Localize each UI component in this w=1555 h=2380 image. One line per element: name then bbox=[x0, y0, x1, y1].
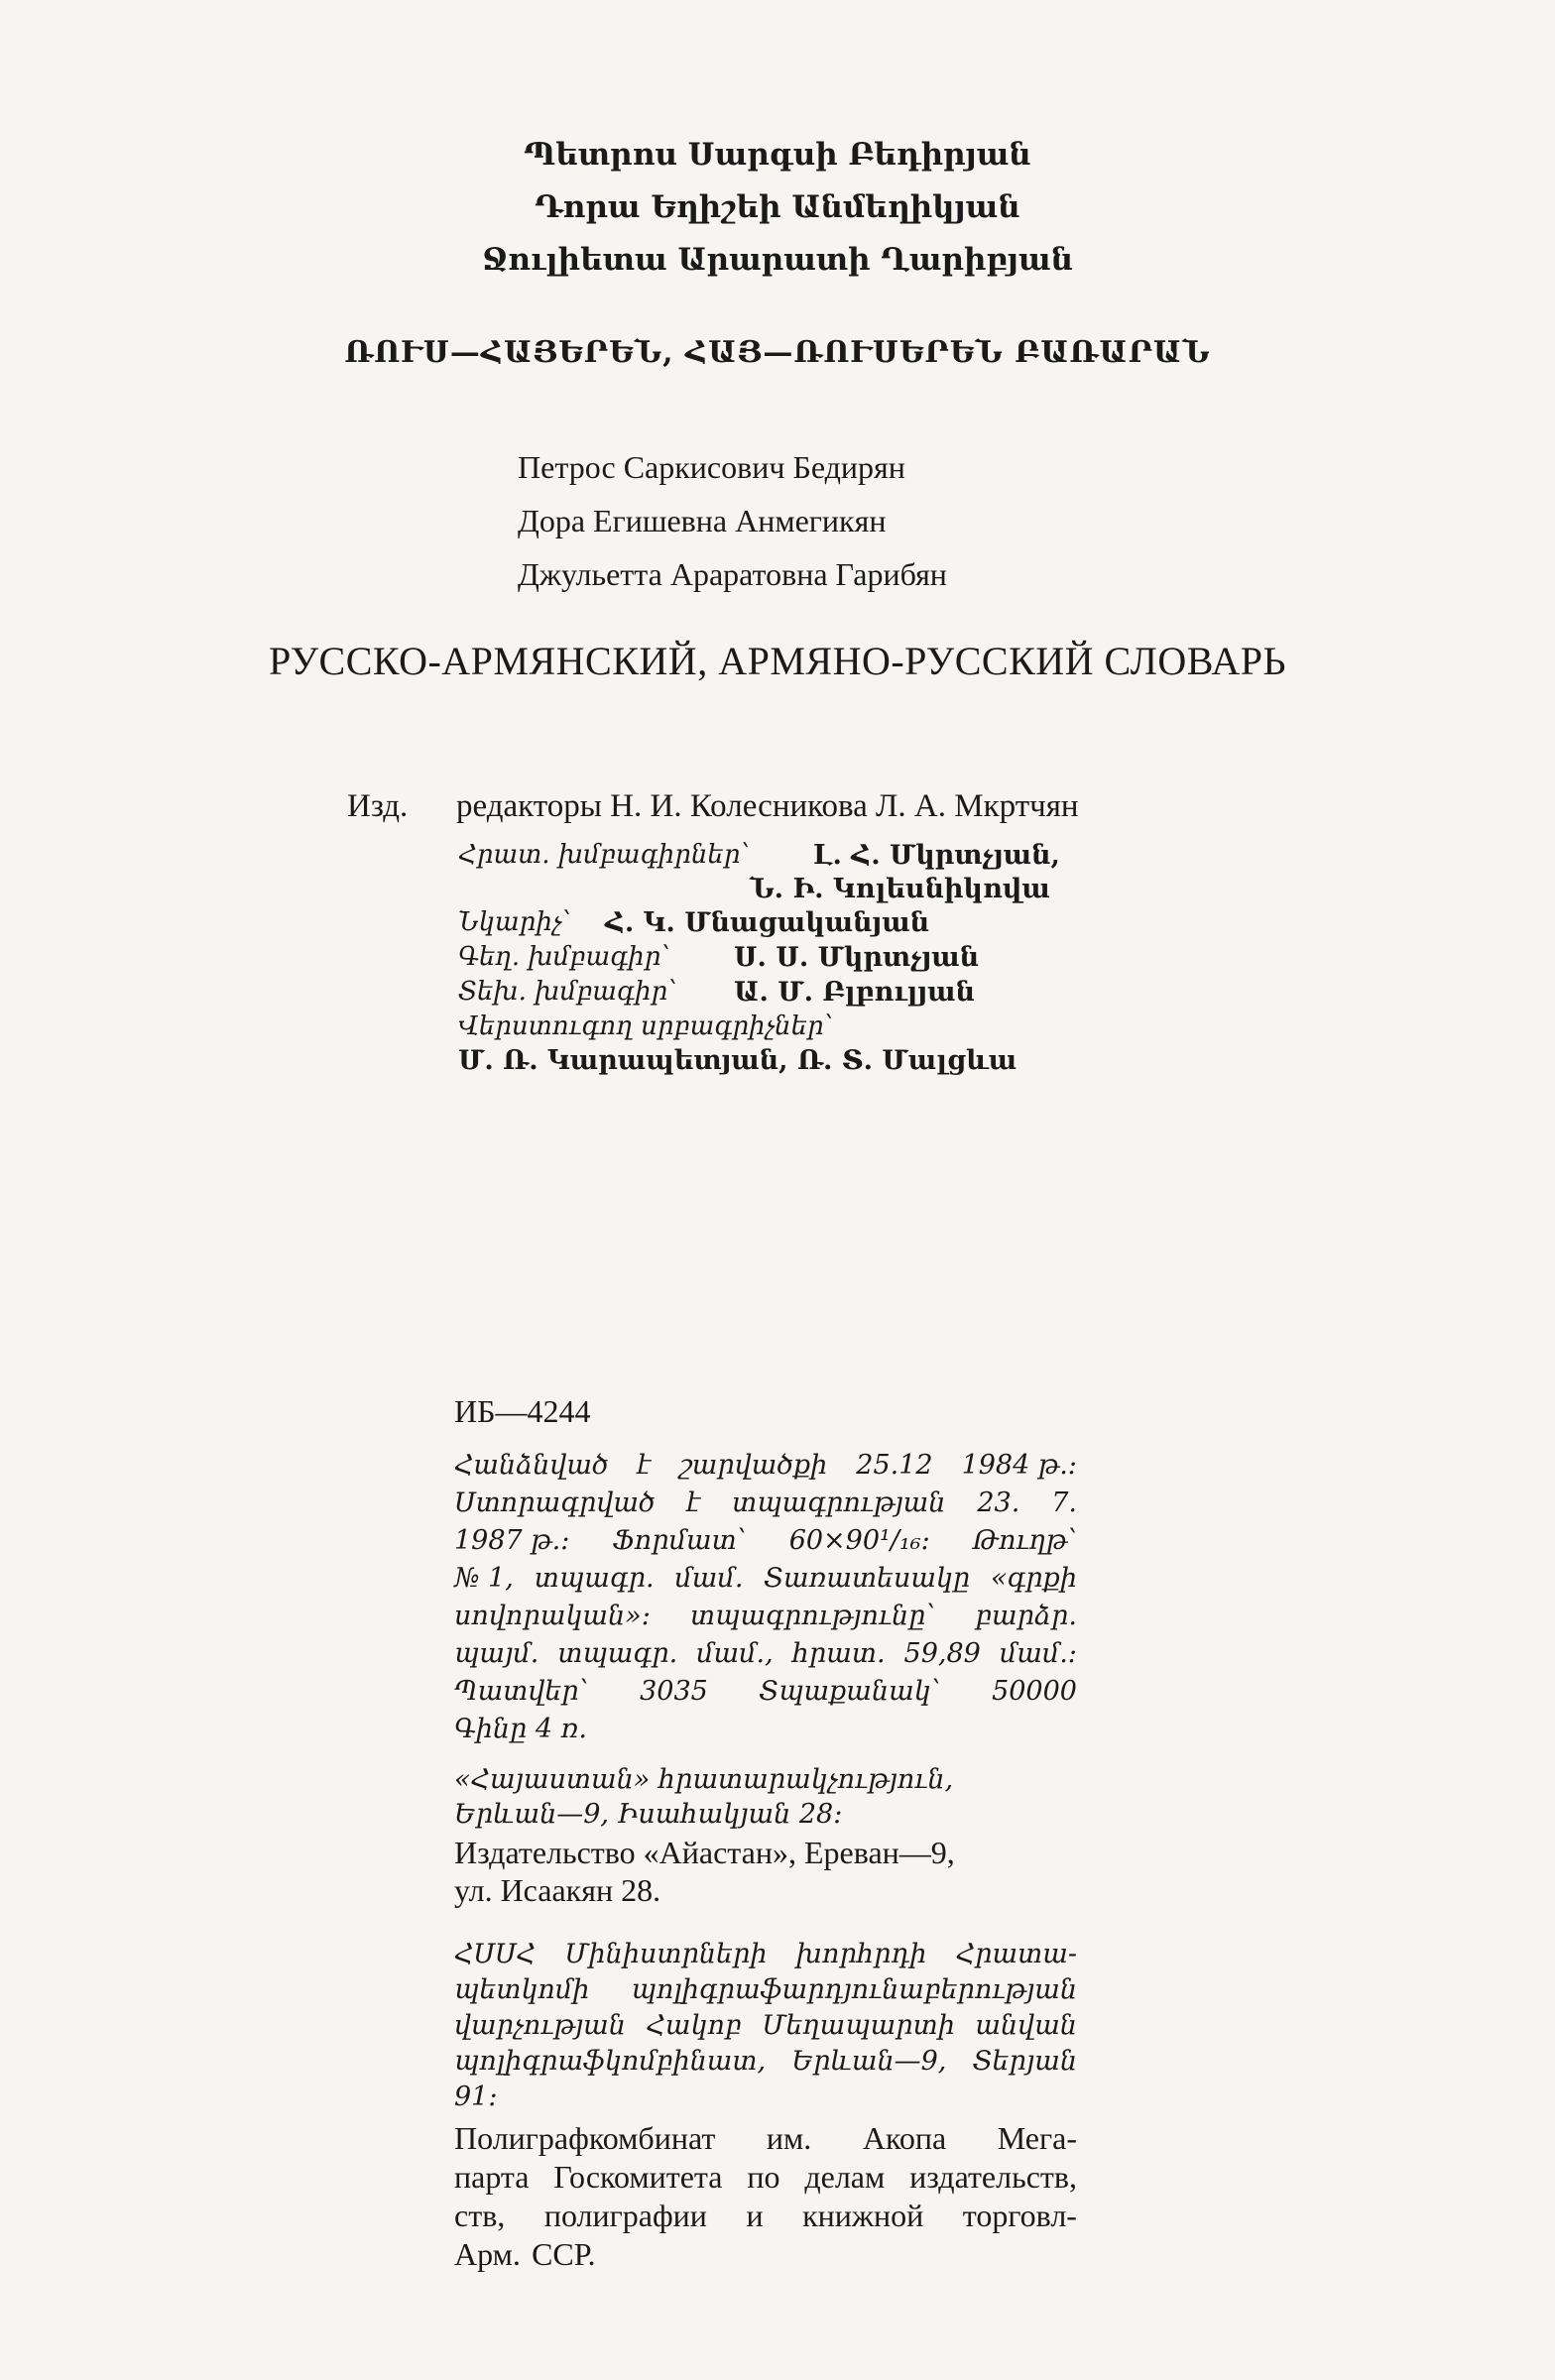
printer-ru-word: торговл- bbox=[962, 2198, 1077, 2233]
imprint-word: «գրքի bbox=[990, 1563, 1077, 1594]
printer-arm-word: պոլիգրաֆկոմբինատ, bbox=[454, 2046, 767, 2077]
imprint-word: մամ. bbox=[674, 1563, 744, 1594]
imprint-word: 50000 bbox=[992, 1676, 1077, 1707]
publisher-ru-line2: ул. Исаакян 28. bbox=[454, 1872, 661, 1908]
printer-ru-word: Полиграфкомбинат bbox=[454, 2120, 716, 2156]
imprint-word: տպագրությունը՝ bbox=[689, 1601, 936, 1631]
armenian-title: ՌՈՒՍ—ՀԱՅԵՐԵՆ, ՀԱՅ—ՌՈՒՍԵՐԵՆ ԲԱՌԱՐԱՆ bbox=[344, 335, 1211, 370]
imprint-word: տպագր. bbox=[557, 1638, 678, 1669]
imprint-word: շարվածքի bbox=[679, 1450, 828, 1481]
armenian-author-3: Ջուլիետա Արարատի Ղարիբյան bbox=[481, 242, 1074, 278]
ib-number: ИБ—4244 bbox=[454, 1393, 591, 1429]
imprint-word: 1984 թ.։ bbox=[961, 1450, 1077, 1481]
imprint-word: Պատվեր՝ bbox=[454, 1676, 589, 1707]
printer-ru-word: ССР. bbox=[532, 2236, 596, 2272]
printer-ru-word: Госкомитета bbox=[553, 2159, 723, 2195]
printer-arm-word: Մեղապարտի bbox=[762, 2010, 955, 2041]
printer-ru-line-1 bbox=[454, 2120, 1077, 2157]
imprint-line-7 bbox=[454, 1676, 1077, 1707]
printer-ru-word: Арм. bbox=[454, 2236, 521, 2272]
publisher-ru-line1: Издательство «Айастан», Ереван—9, bbox=[454, 1835, 955, 1870]
imprint-word: է bbox=[637, 1450, 652, 1481]
imprint-word: 60×90¹/₁₆։ bbox=[788, 1525, 930, 1556]
imprint-word: մամ., bbox=[696, 1638, 774, 1669]
printer-arm-word: Հրատա- bbox=[955, 1939, 1077, 1969]
printer-arm-word: վարչության bbox=[454, 2010, 626, 2041]
editors-ru-text: редакторы Н. И. Колесникова Л. А. Мкртчян bbox=[456, 788, 1079, 824]
imprint-word: 1987 թ.։ bbox=[454, 1525, 570, 1556]
printer-arm-word: խորհրդի bbox=[795, 1939, 927, 1969]
imprint-line-5 bbox=[454, 1601, 1077, 1631]
imprint-word: 59,89 bbox=[903, 1638, 981, 1669]
printer-arm-line-4 bbox=[454, 2046, 1077, 2077]
printer-ru-word: книжной bbox=[802, 2198, 924, 2233]
imprint-line-3 bbox=[454, 1525, 1077, 1556]
editors-arm-line4-label: Գեղ. խմբագիր՝ bbox=[458, 942, 670, 972]
imprint-word: Տառատեսակը bbox=[764, 1563, 971, 1594]
printer-arm-word: Հակոբ bbox=[646, 2010, 742, 2041]
imprint-line-8 bbox=[454, 1714, 587, 1744]
printer-ru-word: Акопа bbox=[862, 2120, 947, 2156]
printer-ru-word: издательств, bbox=[909, 2159, 1077, 2195]
printer-ru-word: им. bbox=[766, 2120, 812, 2156]
printer-arm-line-2 bbox=[454, 1974, 1077, 2005]
imprint-word: 7. bbox=[1051, 1488, 1077, 1518]
imprint-word: տպագրության bbox=[732, 1488, 946, 1518]
printer-ru-word: Мега- bbox=[997, 2120, 1077, 2156]
printer-ru-line-3 bbox=[454, 2198, 1077, 2234]
printer-ru-line-4 bbox=[454, 2236, 596, 2273]
printer-arm-word: ՀՍՍՀ bbox=[454, 1939, 536, 1969]
imprint-word: № 1, bbox=[454, 1563, 514, 1594]
printer-arm-word: անվան bbox=[975, 2010, 1077, 2041]
printer-arm-word: Տերյան bbox=[972, 2046, 1077, 2077]
imprint-word: Հանձնված bbox=[454, 1450, 609, 1481]
printer-arm-word: պոլիգրաֆարդյունաբերության bbox=[631, 1974, 1077, 2005]
imprint-word: Գինը 4 ռ. bbox=[454, 1714, 587, 1744]
imprint-line-4 bbox=[454, 1563, 1077, 1594]
editors-arm-line1-name: Լ. Հ. Մկրտչյան, bbox=[813, 840, 1060, 871]
imprint-word: Ֆորմատ՝ bbox=[612, 1525, 747, 1556]
imprint-word: հրատ. bbox=[791, 1638, 886, 1669]
printer-ru-line-2 bbox=[454, 2159, 1077, 2196]
printer-ru-word: делам bbox=[804, 2159, 886, 2195]
imprint-word: սովորական»։ bbox=[454, 1601, 651, 1631]
russian-author-2: Дора Егишевна Анмегикян bbox=[518, 503, 887, 538]
editors-arm-line4-name: Ս. Ս. Մկրտչյան bbox=[734, 942, 980, 973]
imprint-line-1 bbox=[454, 1450, 1077, 1481]
editors-arm-line7-name: Մ. Ռ. Կարապետյան, Ռ. Տ. Մալցևա bbox=[458, 1045, 1017, 1076]
imprint-word: 3035 bbox=[640, 1676, 708, 1707]
printer-arm-word: Երևան—9, bbox=[791, 2046, 947, 2077]
imprint-line-6 bbox=[454, 1638, 1077, 1669]
russian-author-1: Петрос Саркисович Бедирян bbox=[518, 449, 905, 485]
editors-arm-line2-name: Ն. Ի. Կոլեսնիկովա bbox=[750, 874, 1050, 904]
printer-arm-word: 91։ bbox=[454, 2082, 498, 2112]
printer-ru-word: по bbox=[747, 2159, 780, 2195]
publisher-arm-line1: «Հայաստան» հրատարակչություն, bbox=[454, 1764, 954, 1795]
imprint-word: տպագր. bbox=[534, 1563, 655, 1594]
armenian-author-2: Դորա Եղիշեի Անմեղիկյան bbox=[535, 189, 1020, 225]
imprint-line-2 bbox=[454, 1488, 1077, 1518]
imprint-word: 23. bbox=[977, 1488, 1020, 1518]
printer-ru-word: парта bbox=[454, 2159, 530, 2195]
russian-title: РУССКО-АРМЯНСКИЙ, АРМЯНО-РУССКИЙ СЛОВАРЬ bbox=[268, 639, 1287, 683]
editors-arm-line3-label: Նկարիչ՝ bbox=[458, 907, 571, 937]
editors-arm-line1-label: Հրատ. խմբագիրներ՝ bbox=[458, 840, 750, 870]
imprint-word: բարձր. bbox=[975, 1601, 1077, 1631]
publisher-arm-line2: Երևան—9, Իսահակյան 28։ bbox=[454, 1799, 843, 1830]
editors-arm-line6-label: Վերստուգող սրբագրիչներ՝ bbox=[458, 1012, 834, 1041]
imprint-word: մամ.։ bbox=[999, 1638, 1077, 1669]
imprint-word: պայմ. bbox=[454, 1638, 539, 1669]
imprint-word: Թուղթ՝ bbox=[972, 1525, 1077, 1556]
editors-ru-label: Изд. bbox=[347, 788, 409, 824]
imprint-word: է bbox=[686, 1488, 701, 1518]
printer-arm-word: պետկոմի bbox=[454, 1974, 590, 2005]
editors-arm-line3-name: Հ. Կ. Մնացականյան bbox=[605, 907, 930, 938]
armenian-author-1: Պետրոս Սարգսի Բեդիրյան bbox=[524, 137, 1031, 173]
printer-arm-line-3 bbox=[454, 2010, 1077, 2041]
russian-author-3: Джульетта Араратовна Гарибян bbox=[518, 556, 947, 592]
printer-ru-word: и bbox=[746, 2198, 764, 2233]
printer-ru-word: ств, bbox=[454, 2198, 506, 2233]
printer-arm-line-5 bbox=[454, 2082, 498, 2112]
printer-arm-line-1 bbox=[454, 1939, 1077, 1969]
printer-arm-word: Մինիստրների bbox=[564, 1939, 768, 1969]
editors-arm-line5-name: Ա. Մ. Բլբուլյան bbox=[734, 977, 975, 1008]
printer-ru-word: полиграфии bbox=[543, 2198, 707, 2233]
imprint-word: Ստորագրված bbox=[454, 1488, 656, 1518]
editors-arm-line5-label: Տեխ. խմբագիր՝ bbox=[458, 977, 677, 1007]
imprint-word: Տպաքանակ՝ bbox=[759, 1676, 941, 1707]
imprint-word: 25.12 bbox=[856, 1450, 933, 1481]
